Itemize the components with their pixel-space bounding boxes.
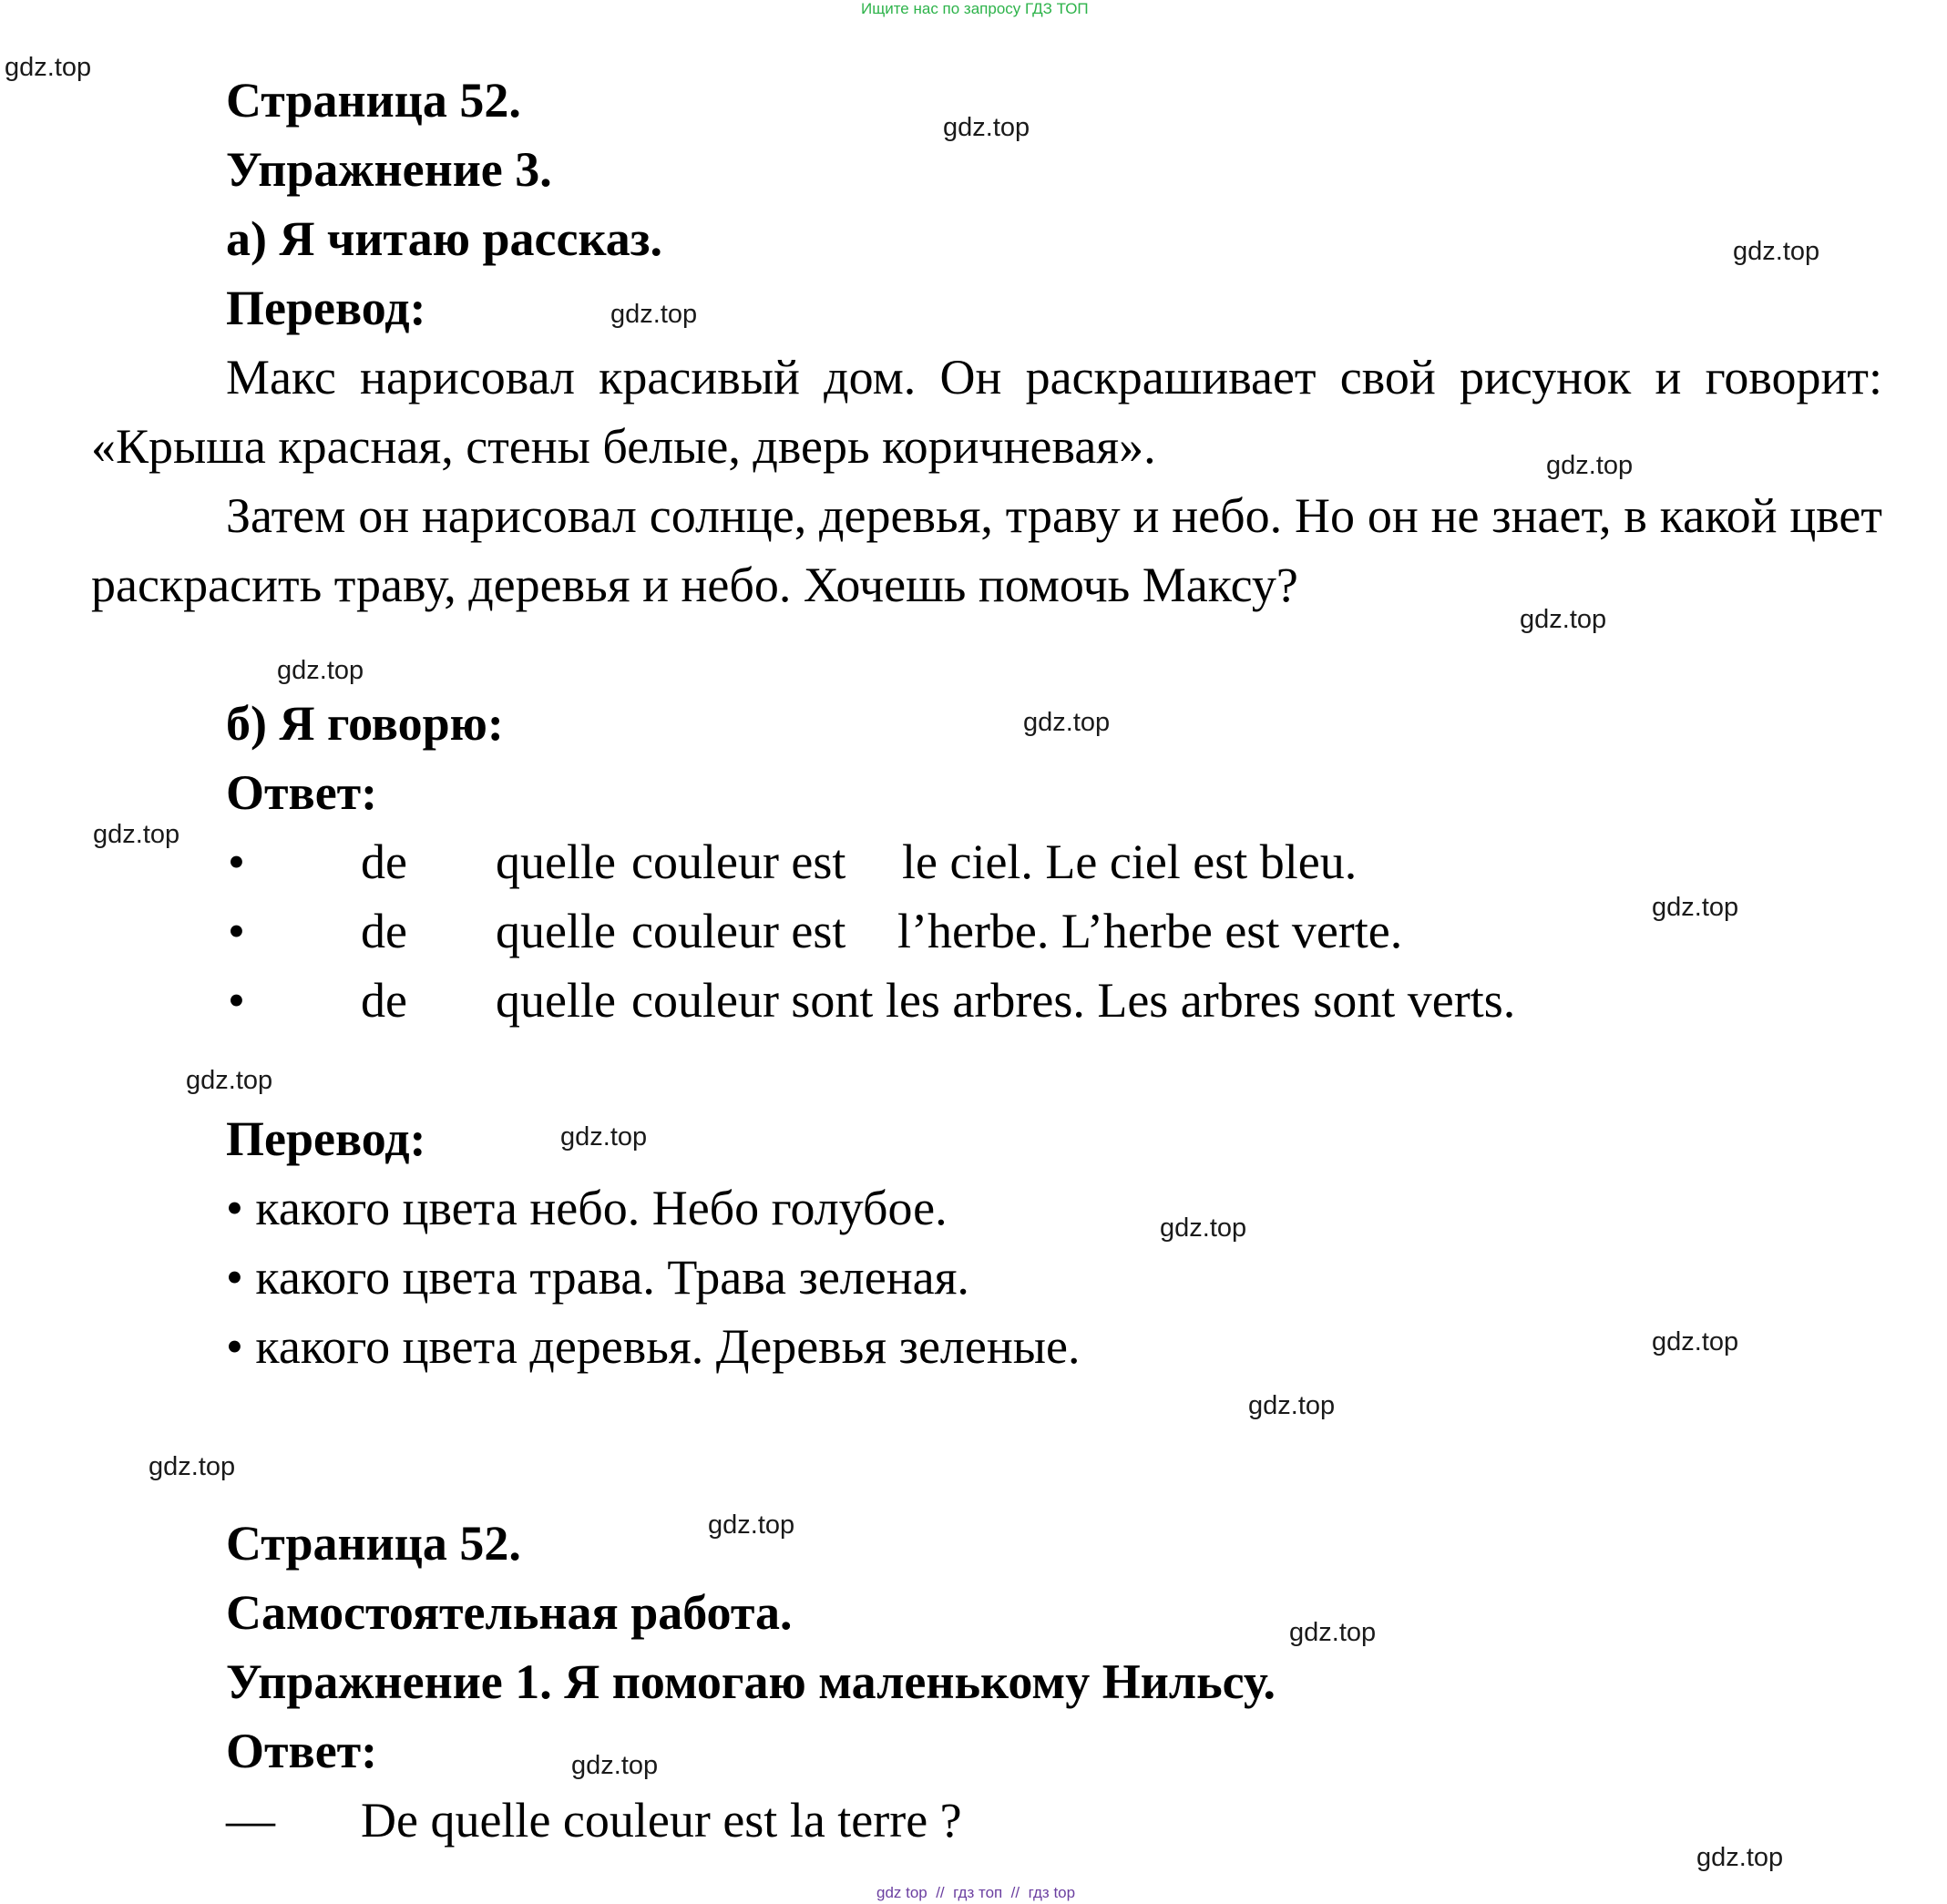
translation-line-3: • какого цвета деревья. Деревья зеленые. [226,1319,1081,1374]
watermark: gdz.top [1546,451,1634,480]
exercise-heading-2: Упражнение 1. Я помогаю маленькому Нильсу. [226,1654,1276,1709]
translation-line-2: • какого цвета трава. Трава зеленая. [226,1250,969,1305]
self-work-heading: Самостоятельная работа. [226,1585,793,1640]
answer-word-couleur: couleur sont les arbres. Les arbres sont verts. [631,973,1516,1028]
watermark: gdz.top [1160,1213,1247,1243]
watermark: gdz.top [1023,708,1111,737]
watermark: gdz.top [571,1751,659,1780]
part-b-heading: б) Я говорю: [226,696,504,751]
exercise-heading: Упражнение 3. [226,142,552,197]
answer-sentence: le ciel. Le ciel est bleu. [902,834,1358,889]
answer-label: Ответ: [226,765,378,820]
footer-links: gdz top // гдз топ // гдз top [876,1884,1076,1901]
answer-word-quelle: quelle [496,904,616,958]
watermark: gdz.top [1520,605,1607,634]
watermark: gdz.top [1696,1843,1784,1872]
translation-line-1: • какого цвета небо. Небо голубое. [226,1181,948,1235]
answer-word-de: de [361,973,407,1028]
answer-word-couleur: couleur est [631,834,846,889]
watermark: gdz.top [5,53,92,82]
bullet: • [228,834,245,889]
paragraph-1-text: Макс нарисовал красивый дом. Он раскрашивает свой рисунок и говорит: «Крыша красная, стены белые, дверь коричневая». [91,350,1882,474]
answer-word-de: de [361,904,407,958]
watermark: gdz.top [277,656,364,685]
watermark: gdz.top [1289,1618,1377,1647]
page-heading: Страница 52. [226,73,521,128]
question-text: De quelle couleur est la terre ? [361,1793,962,1848]
part-a-heading: а) Я читаю рассказ. [226,211,662,266]
watermark: gdz.top [560,1122,648,1152]
watermark: gdz.top [186,1066,273,1095]
bullet: • [228,904,245,958]
answer-word-couleur: couleur est [631,904,846,958]
answer-word-quelle: quelle [496,973,616,1028]
question-row [0,1786,1947,1855]
dash: — [226,1793,275,1848]
answer-word-de: de [361,834,407,889]
watermark: gdz.top [610,300,698,329]
answer-row-1 [0,827,1947,896]
paragraph-2-text: Затем он нарисовал солнце, деревья, траву и небо. Но он не знает, в какой цвет раскрасить траву, деревья и небо. Хочешь помочь Максу? [91,488,1882,612]
top-banner: Ищите нас по запросу ГДЗ ТОП [861,0,1089,17]
answer-row-3 [0,966,1947,1035]
watermark: gdz.top [708,1510,795,1540]
answer-sentence: l’herbe. L’herbe est verte. [897,904,1403,958]
translation-label: Перевод: [226,281,426,335]
translation-label-2: Перевод: [226,1111,426,1166]
watermark: gdz.top [943,113,1030,142]
watermark: gdz.top [1733,237,1820,266]
watermark: gdz.top [1248,1391,1336,1420]
paragraph-2 [91,481,1882,619]
watermark: gdz.top [1652,893,1739,922]
answer-label-2: Ответ: [226,1724,378,1778]
watermark: gdz.top [93,820,180,849]
bullet: • [228,973,245,1028]
watermark: gdz.top [1652,1327,1739,1356]
answer-word-quelle: quelle [496,834,616,889]
page-heading-2: Страница 52. [226,1516,521,1571]
watermark: gdz.top [149,1452,236,1481]
